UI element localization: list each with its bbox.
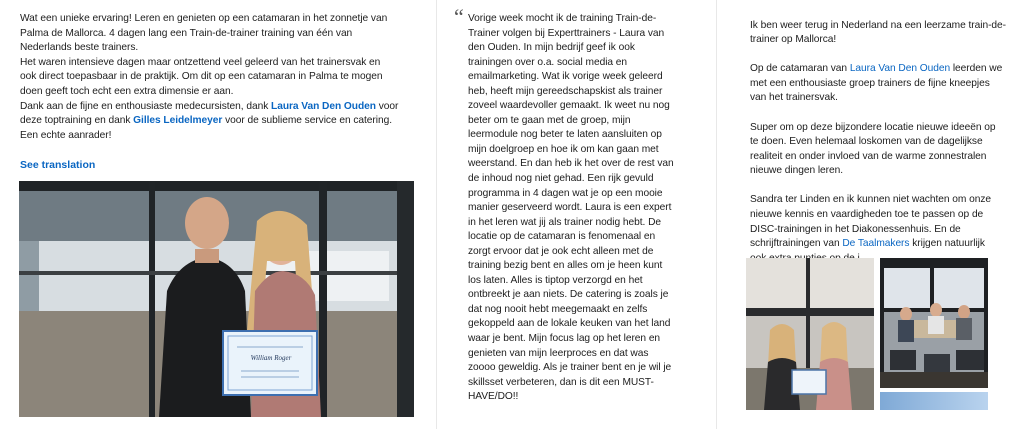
testimonial-line: trainingen over o.a. social media en (468, 56, 628, 68)
testimonial-line: zoooo geweldig. Als je trainer bent en je wil je (468, 362, 672, 374)
catamaran-photo (19, 181, 414, 417)
testimonial-line: waar je bent. Mijn focus lag op het leren en (468, 333, 661, 345)
quote-mark-icon: “ (454, 4, 464, 29)
panel-divider (716, 0, 717, 429)
testimonial-line: los laten. Alles is tiptop verzorgd en het (468, 274, 643, 286)
testimonial-line: zoveel waardevoller gemaakt. Ik weet nu nog (468, 100, 670, 112)
post3-paragraph (750, 62, 1020, 106)
testimonial-line: Vorige week mocht ik de training Train-de- (468, 13, 657, 24)
post-line: doen geeft toch echt een extra dimensie er aan. (20, 85, 234, 97)
post3-paragraph (750, 121, 1020, 179)
post3-line: nieuwe dingen leren. (750, 165, 844, 177)
post3-line: realiteit en onder invloed van de warme zonnestralen (750, 150, 987, 162)
post3-line: Op de catamaran van (750, 63, 850, 75)
see-translation-link[interactable]: See translation (20, 159, 96, 171)
thanks-text: voor (375, 100, 399, 112)
testimonial-line: heb, heeft mijn gereedschapskist als trainer (468, 85, 663, 97)
mention-laura-link[interactable]: Laura Van Den Ouden (271, 100, 376, 112)
testimonial-line: in het leren wat jij als trainer nodig hebt. De (468, 216, 662, 228)
testimonial-line: skillsset verbeteren, dan is dit een MUST- (468, 376, 654, 388)
post-line: Het waren intensieve dagen maar ontzettend veel geleerd van het trainersvak en (20, 56, 381, 68)
post3-line: nieuwe kennis en vaardigheden toe te passen op de (750, 209, 984, 221)
post3-line: Sandra ter Linden en ik kunnen niet wachten om onze (750, 194, 991, 206)
post3-line: Ik ben weer terug in Nederland na een leerzame train-de- (750, 19, 1006, 31)
post3-body (750, 4, 1020, 281)
post3-photo-group[interactable] (880, 258, 988, 388)
thanks-text: deze toptraining en dank (20, 115, 134, 127)
testimonial-line: den Ouden. In mijn bedrijf geef ik ook (468, 42, 635, 54)
post3-line: met een enthousiaste groep trainers de fijne kneepjes (750, 77, 990, 89)
testimonial-line: beter om te gaan met de groep, mijn (468, 114, 631, 126)
group-training-photo (880, 258, 988, 388)
thanks-text: voor de sublieme service en catering. (222, 115, 392, 127)
certificate-name: William Roger (250, 354, 292, 362)
testimonial-line: ontbreekt je aan niets. De catering is zoals je (468, 289, 669, 301)
mention-laura-link[interactable]: Laura Van Den Ouden (849, 63, 951, 75)
post3-line: te doen. Even helemaal loskomen van de dagelijkse (750, 136, 983, 148)
testimonial-line: gekoppeld aan de lokale keuken van het land (468, 318, 671, 330)
mention-gilles-link[interactable]: Gilles Leidelmeyer (133, 115, 223, 127)
post-line: ook direct toepasbaar in de praktijk. Om dit op een catamaran in Palma te mogen (20, 71, 383, 83)
testimonial-line: emailmarketing. Wat ik vorige week geleerd (468, 71, 663, 83)
post3-line: van het trainersvak. (750, 92, 838, 104)
post-photo[interactable] (19, 181, 414, 417)
testimonial-line: locatie op de catamaran is fenomenaal en (468, 231, 656, 243)
testimonial-quote (446, 0, 706, 429)
panel-divider (436, 0, 437, 429)
post3-paragraph (750, 193, 1020, 266)
testimonial-line: manier geserveerd wordt. Laura is een expert (468, 202, 672, 214)
testimonial-body (468, 12, 700, 405)
testimonial-line: programma in 4 dagen wat je op een mooie (468, 187, 663, 199)
linkedin-post-right (734, 0, 1024, 429)
linkedin-post-left (0, 0, 425, 429)
testimonial-line: mijn doelgroep en hoe ik om kan gaan met (468, 143, 659, 155)
post3-line: schrijftrainingen van (750, 238, 843, 250)
thanks-text: Dank aan de fijne en enthousiaste medecursisten, dank (20, 100, 272, 112)
closing-text: Een echte aanrader! (20, 129, 112, 141)
post3-photo-strip[interactable] (880, 392, 988, 410)
two-women-certificate-photo (746, 258, 874, 410)
post-body (20, 12, 420, 143)
testimonial-line: zorgt ervoor dat je ook echt alleen met de (468, 245, 654, 257)
post3-paragraph (750, 19, 1020, 48)
testimonial-line: genieten van mijn leerproces en dat was (468, 347, 649, 359)
testimonial-line: Trainer volgen bij Experttrainers - Laura van (468, 27, 665, 39)
testimonial-line: dat nog nooit hebt meegemaakt en zelfs (468, 303, 648, 315)
post-line: Wat een unieke ervaring! Leren en genieten op een catamaran in het zonnetje van (20, 13, 388, 24)
post-line: Nederlands beste trainers. (20, 42, 139, 54)
mention-taalmakers-link[interactable]: De Taalmakers (842, 238, 910, 250)
post3-line: trainer op Mallorca! (750, 34, 837, 46)
testimonial-line: training bezig bent en alles om je heen kunt (468, 260, 663, 272)
testimonial-line: de inhoud nog niet gehad. Een rijk gevuld (468, 173, 654, 185)
testimonial-line: leermodule nog beter te laten aansluiten op (468, 129, 662, 141)
post3-line: krijgen natuurlijk (909, 238, 985, 250)
post3-line: Super om op deze bijzondere locatie nieuwe ideeën op (750, 121, 996, 133)
post3-line: leerden we (950, 63, 1003, 75)
post3-line: DISC-trainingen in het Diakonessenhuis. En de (750, 223, 961, 235)
testimonial-line: HAVE/DO!! (468, 391, 519, 403)
post3-photo-certificate[interactable] (746, 258, 874, 410)
testimonial-line: weerstand. En dan heb ik het over de rest van (468, 158, 674, 170)
post-line: Palma de Mallorca. 4 dagen lang een Train-de-trainer training van één van (20, 27, 353, 39)
